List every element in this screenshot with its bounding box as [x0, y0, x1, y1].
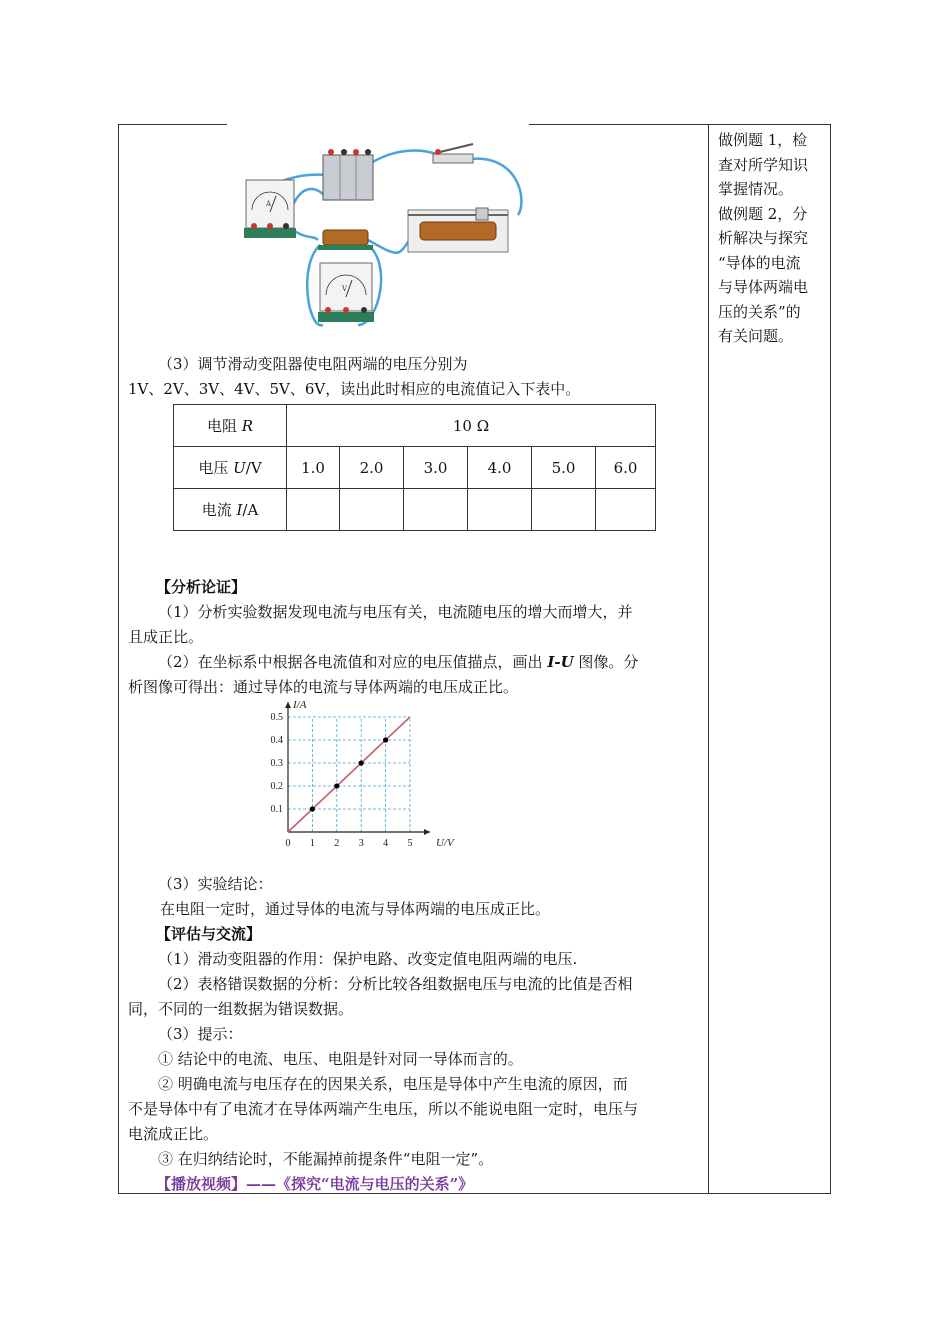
conclusion-title: （3）实验结论：	[158, 875, 273, 893]
current-cell	[468, 489, 532, 531]
y-tick-label: 0.1	[270, 804, 283, 815]
label-layer	[271, 699, 456, 849]
step3-text	[128, 352, 698, 402]
y-tick-label: 0.3	[270, 758, 283, 769]
side-note-line: 有关问题。	[718, 327, 794, 345]
side-note-line: 与导体两端电	[718, 278, 809, 296]
side-note-line: 析解决与探究	[718, 229, 809, 247]
x-axis-label: U/V	[436, 837, 454, 849]
x-tick-label: 1	[309, 838, 315, 849]
x-tick-label: 5	[407, 838, 413, 849]
y-axis-arrow	[285, 702, 291, 708]
voltage-cell: 1.0	[287, 447, 340, 489]
evaluation-p2a: （2）表格错误数据的分析：分析比较各组数据电压与电流的比值是否相	[158, 975, 633, 993]
label-unit: /V	[245, 459, 262, 477]
mark-layer	[288, 717, 410, 832]
evaluation-p2b: 同，不同的一组数据为错误数据。	[128, 1000, 354, 1018]
iu-graph	[258, 694, 458, 854]
current-cell	[287, 489, 340, 531]
side-note-line: 做例题 1，检	[718, 131, 808, 149]
data-table	[173, 404, 656, 531]
tip-3: ③ 在归纳结论时，不能漏掉前提条件“电阻一定”。	[158, 1150, 494, 1168]
resistance-value: 10 Ω	[287, 405, 656, 447]
video-link[interactable]: 【播放视频】——《探究“电流与电压的关系”》	[156, 1175, 474, 1193]
tip-1: ① 结论中的电流、电压、电阻是针对同一导体而言的。	[158, 1050, 523, 1068]
data-point	[310, 806, 315, 811]
conclusion-section	[128, 872, 698, 1197]
data-point	[359, 760, 364, 765]
step3-line1: （3）调节滑动变阻器使电阻两端的电压分别为	[158, 355, 468, 373]
analysis-p1b: 且成正比。	[128, 628, 204, 646]
x-tick-label: 3	[358, 838, 364, 849]
x-tick-label: 0	[285, 838, 291, 849]
current-cell	[404, 489, 468, 531]
label-unit: /A	[242, 501, 259, 519]
side-note-line: 查对所学知识	[718, 155, 809, 174]
side-note	[718, 128, 826, 349]
voltmeter	[318, 263, 374, 322]
voltage-cell: 6.0	[596, 447, 656, 489]
ammeter-label: A	[266, 200, 272, 208]
y-tick-label: 0.4	[270, 735, 283, 746]
row-label-current	[174, 489, 287, 531]
label-prefix: 电阻	[206, 417, 242, 435]
tip-2a: ② 明确电流与电压存在的因果关系，电压是导体中产生电流的原因，而	[158, 1075, 628, 1093]
step3-line2: 1V、2V、3V、4V、5V、6V，读出此时相应的电流值记入下表中。	[128, 380, 581, 398]
circuit-diagram	[228, 140, 528, 332]
column-divider	[708, 124, 709, 1194]
row-label-voltage	[174, 447, 287, 489]
y-tick-label: 0.2	[270, 781, 283, 792]
iu-line	[288, 717, 410, 832]
label-prefix: 电流	[201, 501, 237, 519]
rheostat	[408, 208, 508, 252]
side-note-line: 做例题 2，分	[718, 204, 808, 223]
analysis-p1a: （1）分析实验数据发现电流与电压有关，电流随电压的增大而增大，并	[158, 603, 633, 621]
x-axis-arrow	[424, 829, 430, 835]
x-tick-label: 4	[383, 838, 389, 849]
tip-2b: 不是导体中有了电流才在导体两端产生电压，所以不能说电阻一定时，电压与	[128, 1100, 639, 1118]
battery-pack	[323, 149, 373, 200]
analysis-p2a-var: I-U	[547, 653, 574, 671]
data-point	[334, 783, 339, 788]
analysis-section	[128, 575, 698, 700]
y-axis-label: I/A	[293, 699, 307, 711]
side-note-line: 压的关系”的	[718, 302, 801, 321]
current-cell	[340, 489, 404, 531]
analysis-heading: 【分析论证】	[156, 578, 247, 596]
table-row	[174, 447, 656, 489]
evaluation-p1: （1）滑动变阻器的作用：保护电路、改变定值电阻两端的电压.	[158, 950, 578, 968]
tip-2c: 电流成正比。	[128, 1125, 219, 1143]
y-tick-label: 0.5	[270, 712, 283, 723]
analysis-p2a	[128, 650, 698, 675]
side-note-line: 掌握情况。	[718, 180, 794, 198]
voltage-cell: 2.0	[340, 447, 404, 489]
voltage-cell: 3.0	[404, 447, 468, 489]
evaluation-heading: 【评估与交流】	[156, 925, 262, 943]
analysis-p2a-post: 图像。分	[573, 653, 639, 671]
analysis-p2b: 析图像可得出：通过导体的电流与导体两端的电压成正比。	[128, 678, 519, 696]
voltmeter-label: V	[342, 285, 348, 293]
evaluation-p3: （3）提示：	[158, 1025, 243, 1043]
label-prefix: 电压	[198, 459, 234, 477]
table-row	[174, 489, 656, 531]
table-row	[174, 405, 656, 447]
analysis-p2a-pre: （2）在坐标系中根据各电流值和对应的电压值描点，画出	[158, 653, 548, 671]
side-note-line: “导体的电流	[718, 253, 801, 272]
label-var: I	[236, 501, 243, 519]
voltage-cell: 4.0	[468, 447, 532, 489]
conclusion-text: 在电阻一定时，通过导体的电流与导体两端的电压成正比。	[160, 900, 551, 918]
data-point	[383, 737, 388, 742]
row-label-resistance	[174, 405, 287, 447]
label-var: R	[241, 417, 254, 435]
switch	[433, 144, 473, 163]
frame-top-gap	[227, 122, 529, 126]
fixed-resistor	[318, 230, 373, 250]
x-tick-label: 2	[334, 838, 340, 849]
voltage-cell: 5.0	[532, 447, 596, 489]
current-cell	[532, 489, 596, 531]
label-var: U	[233, 459, 246, 477]
current-cell	[596, 489, 656, 531]
ammeter	[244, 180, 296, 238]
